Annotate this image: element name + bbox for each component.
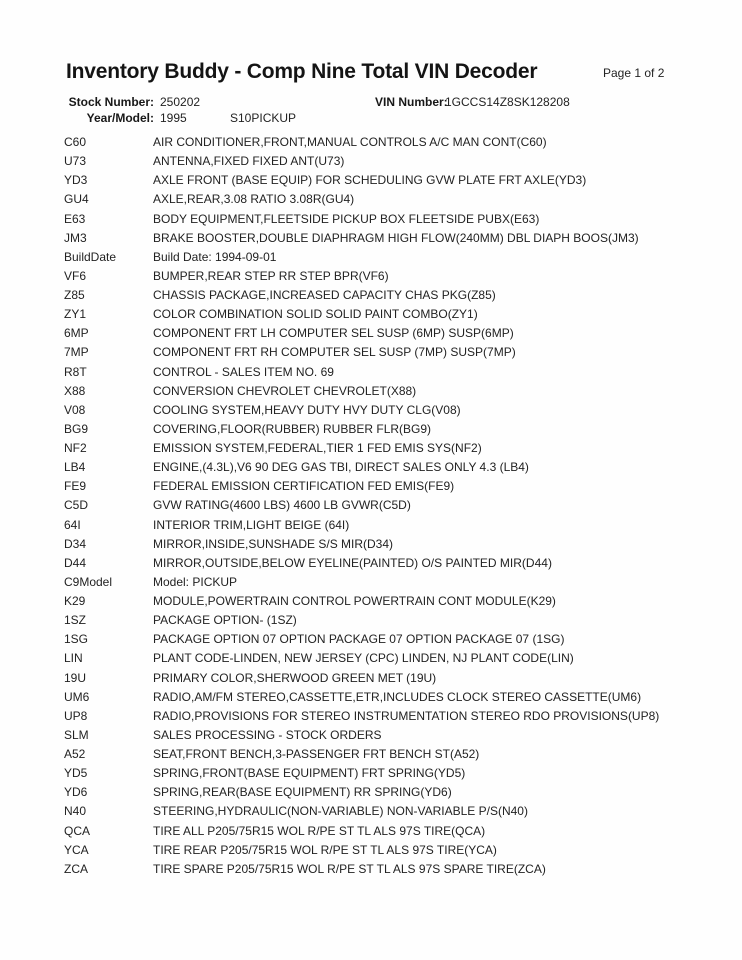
option-description: SPRING,REAR(BASE EQUIPMENT) RR SPRING(YD6) xyxy=(153,785,452,800)
option-row xyxy=(64,171,732,190)
option-code: LIN xyxy=(64,651,83,666)
vin-number-value: 1GCCS14Z8SK128208 xyxy=(445,95,570,109)
option-row xyxy=(64,152,732,171)
option-description: MIRROR,OUTSIDE,BELOW EYELINE(PAINTED) O/S PAINTED MIR(D44) xyxy=(153,555,552,570)
option-row xyxy=(64,688,732,707)
option-description: CONVERSION CHEVROLET CHEVROLET(X88) xyxy=(153,383,417,398)
option-code: D34 xyxy=(64,536,87,551)
option-description: CHASSIS PACKAGE,INCREASED CAPACITY CHAS PKG(Z85) xyxy=(153,288,496,302)
option-code: YD6 xyxy=(64,785,88,800)
option-code: BG9 xyxy=(64,421,89,436)
option-description: TIRE SPARE P205/75R15 WOL R/PE ST TL ALS 97S SPARE TIRE(ZCA) xyxy=(153,861,546,876)
option-description: GVW RATING(4600 LBS) 4600 LB GVWR(C5D) xyxy=(153,498,411,513)
option-code: NF2 xyxy=(64,441,87,455)
option-description: MIRROR,INSIDE,SUNSHADE S/S MIR(D34) xyxy=(153,536,394,551)
option-code: 6MP xyxy=(64,326,89,341)
option-row xyxy=(64,286,732,305)
option-description: COLOR COMBINATION SOLID SOLID PAINT COMBO(ZY1) xyxy=(153,307,478,322)
option-code: FE9 xyxy=(64,479,87,494)
option-code: 1SZ xyxy=(64,613,87,628)
option-description: STEERING,HYDRAULIC(NON-VARIABLE) NON-VARIABLE P/S(N40) xyxy=(153,804,528,819)
option-row xyxy=(64,382,732,401)
option-row xyxy=(64,535,732,554)
option-code: A52 xyxy=(64,747,86,761)
option-row xyxy=(64,439,732,458)
option-code: JM3 xyxy=(64,230,87,245)
stock-number-value: 250202 xyxy=(160,95,201,109)
option-code: E63 xyxy=(64,211,86,226)
option-row xyxy=(64,726,732,745)
option-code: LB4 xyxy=(64,460,86,475)
option-code: 19U xyxy=(64,670,87,685)
option-code: C60 xyxy=(64,135,87,149)
option-description: PRIMARY COLOR,SHERWOOD GREEN MET (19U) xyxy=(153,670,437,685)
option-code: VF6 xyxy=(64,268,87,283)
option-row xyxy=(64,649,732,668)
option-row xyxy=(64,458,732,477)
option-code: K29 xyxy=(64,594,86,608)
option-row xyxy=(64,745,732,764)
option-row xyxy=(64,783,732,802)
option-row xyxy=(64,669,732,688)
option-description: SALES PROCESSING - STOCK ORDERS xyxy=(153,727,382,742)
option-row xyxy=(64,229,732,248)
option-code: YCA xyxy=(64,842,89,857)
option-row xyxy=(64,573,732,592)
option-description: COVERING,FLOOR(RUBBER) RUBBER FLR(BG9) xyxy=(153,421,432,436)
option-code: YD5 xyxy=(64,766,88,781)
option-code: YD3 xyxy=(64,173,88,188)
year-value: 1995 xyxy=(160,111,187,125)
option-row xyxy=(64,630,732,649)
option-description: PACKAGE OPTION- (1SZ) xyxy=(153,613,297,628)
option-description: ENGINE,(4.3L),V6 90 DEG GAS TBI, DIRECT SALES ONLY 4.3 (LB4) xyxy=(153,460,529,475)
option-row xyxy=(64,841,732,860)
option-row xyxy=(64,343,732,362)
model-value: S10PICKUP xyxy=(230,111,297,125)
option-description: ANTENNA,FIXED FIXED ANT(U73) xyxy=(153,154,345,169)
option-code: UM6 xyxy=(64,689,90,704)
option-description: AIR CONDITIONER,FRONT,MANUAL CONTROLS A/C MAN CONT(C60) xyxy=(153,135,547,149)
option-description: PLANT CODE-LINDEN, NEW JERSEY (CPC) LINDEN, NJ PLANT CODE(LIN) xyxy=(153,651,574,666)
option-code: U73 xyxy=(64,154,87,169)
option-description: SEAT,FRONT BENCH,3-PASSENGER FRT BENCH ST(A52) xyxy=(153,747,480,761)
option-description: COOLING SYSTEM,HEAVY DUTY HVY DUTY CLG(V08) xyxy=(153,402,461,417)
option-row xyxy=(64,822,732,841)
option-description: SPRING,FRONT(BASE EQUIPMENT) FRT SPRING(YD5) xyxy=(153,766,466,781)
option-row xyxy=(64,267,732,286)
option-row xyxy=(64,496,732,515)
option-code: C9Model xyxy=(64,574,113,589)
option-code: 1SG xyxy=(64,632,89,647)
option-description: BODY EQUIPMENT,FLEETSIDE PICKUP BOX FLEETSIDE PUBX(E63) xyxy=(153,211,540,226)
option-row xyxy=(64,305,732,324)
option-code: UP8 xyxy=(64,708,88,723)
option-row xyxy=(64,363,732,382)
option-description: TIRE REAR P205/75R15 WOL R/PE ST TL ALS 97S TIRE(YCA) xyxy=(153,842,497,857)
option-code: 7MP xyxy=(64,345,89,360)
option-code: X88 xyxy=(64,383,86,398)
option-code: D44 xyxy=(64,555,87,570)
option-row xyxy=(64,516,732,535)
option-code: ZY1 xyxy=(64,307,87,322)
option-code: BuildDate xyxy=(64,249,117,264)
option-code: SLM xyxy=(64,727,89,742)
option-description: AXLE FRONT (BASE EQUIP) FOR SCHEDULING GVW PLATE FRT AXLE(YD3) xyxy=(153,173,587,188)
option-code: QCA xyxy=(64,823,91,838)
option-row xyxy=(64,477,732,496)
stock-number-label: Stock Number: xyxy=(68,95,154,109)
option-row xyxy=(64,592,732,611)
option-row xyxy=(64,611,732,630)
option-description: TIRE ALL P205/75R15 WOL R/PE ST TL ALS 97S TIRE(QCA) xyxy=(153,823,486,838)
option-description: BRAKE BOOSTER,DOUBLE DIAPHRAGM HIGH FLOW(240MM) DBL DIAPH BOOS(JM3) xyxy=(153,230,639,245)
option-description: COMPONENT FRT RH COMPUTER SEL SUSP (7MP) SUSP(7MP) xyxy=(153,345,516,360)
option-row xyxy=(64,802,732,821)
option-row xyxy=(64,133,732,152)
option-row xyxy=(64,420,732,439)
option-description: COMPONENT FRT LH COMPUTER SEL SUSP (6MP) SUSP(6MP) xyxy=(153,326,514,341)
option-row xyxy=(64,554,732,573)
option-code: N40 xyxy=(64,804,87,819)
option-code: R8T xyxy=(64,364,87,379)
option-description: AXLE,REAR,3.08 RATIO 3.08R(GU4) xyxy=(153,192,355,207)
page-title: Inventory Buddy - Comp Nine Total VIN Decoder xyxy=(66,60,538,83)
option-description: INTERIOR TRIM,LIGHT BEIGE (64I) xyxy=(153,517,350,532)
option-row xyxy=(64,707,732,726)
option-description: PACKAGE OPTION 07 OPTION PACKAGE 07 OPTION PACKAGE 07 (1SG) xyxy=(153,632,565,647)
option-description: RADIO,AM/FM STEREO,CASSETTE,ETR,INCLUDES CLOCK STEREO CASSETTE(UM6) xyxy=(153,689,642,704)
option-code: Z85 xyxy=(64,288,85,302)
option-description: EMISSION SYSTEM,FEDERAL,TIER 1 FED EMIS SYS(NF2) xyxy=(153,441,482,455)
option-row xyxy=(64,210,732,229)
option-description: RADIO,PROVISIONS FOR STEREO INSTRUMENTATION STEREO RDO PROVISIONS(UP8) xyxy=(153,708,660,723)
option-row xyxy=(64,190,732,209)
option-code: ZCA xyxy=(64,861,88,876)
option-description: CONTROL - SALES ITEM NO. 69 xyxy=(153,364,334,379)
option-row xyxy=(64,248,732,267)
year-model-label: Year/Model: xyxy=(86,111,154,125)
option-description: BUMPER,REAR STEP RR STEP BPR(VF6) xyxy=(153,268,389,283)
option-code: C5D xyxy=(64,498,89,513)
options-list xyxy=(64,133,732,879)
option-description: Build Date: 1994-09-01 xyxy=(153,249,277,264)
option-row xyxy=(64,860,732,879)
page-number: Page 1 of 2 xyxy=(603,66,665,80)
option-row xyxy=(64,401,732,420)
option-code: GU4 xyxy=(64,192,89,207)
option-description: FEDERAL EMISSION CERTIFICATION FED EMIS(FE9) xyxy=(153,479,455,494)
option-description: MODULE,POWERTRAIN CONTROL POWERTRAIN CONT MODULE(K29) xyxy=(153,594,556,608)
option-description: Model: PICKUP xyxy=(153,574,238,589)
option-code: 64I xyxy=(64,517,81,532)
option-row xyxy=(64,764,732,783)
report-header-meta xyxy=(0,0,742,130)
option-code: V08 xyxy=(64,402,86,417)
option-row xyxy=(64,324,732,343)
vin-number-label: VIN Number: xyxy=(375,95,448,109)
